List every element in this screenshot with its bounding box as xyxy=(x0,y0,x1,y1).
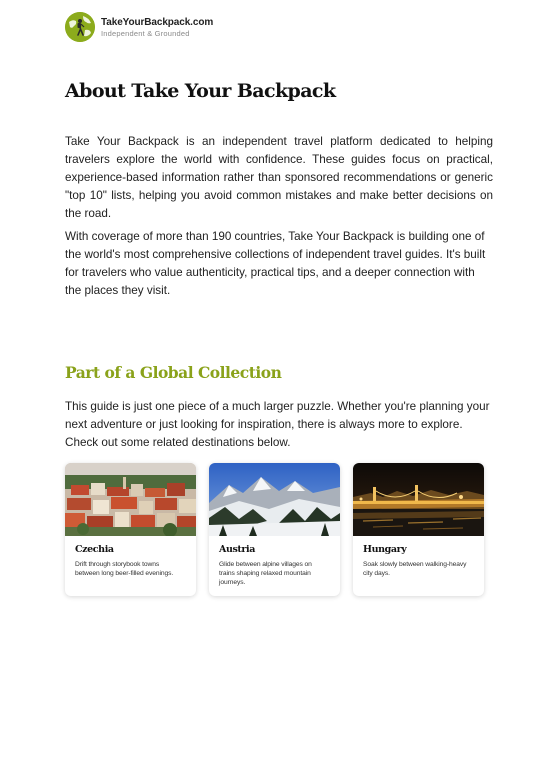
destination-card-hungary[interactable] xyxy=(353,463,484,596)
site-header xyxy=(65,12,213,42)
hungary-night-photo xyxy=(353,463,484,536)
austria-mountain-photo xyxy=(209,463,340,536)
collection-title: Part of a Global Collection xyxy=(65,363,282,382)
destination-description: Drift through storybook towns between long beer-filled evenings. xyxy=(75,561,174,577)
destination-card-czechia[interactable] xyxy=(65,463,196,596)
globe-hiker-icon[interactable] xyxy=(65,12,95,42)
destination-card-austria[interactable] xyxy=(209,463,340,596)
czechia-town-photo xyxy=(65,463,196,536)
collection-paragraph: This guide is just one piece of a much larger puzzle. Whether you're planning your next adventure or just looking for inspiration, there is always more to explore. Check out some related destinations below. xyxy=(65,400,490,449)
destination-description: Soak slowly between walking-heavy city days. xyxy=(363,561,467,577)
about-paragraph-2: With coverage of more than 190 countries, Take Your Backpack is building one of the world's most comprehensive collections of independent travel guides. It's built for travelers who value authenticity, practical tips, and a deeper connection with the places they visit. xyxy=(65,230,486,297)
brand-name[interactable]: TakeYourBackpack.com xyxy=(101,16,214,28)
destination-name: Czechia xyxy=(75,544,114,555)
destination-name: Hungary xyxy=(363,544,407,555)
about-title: About Take Your Backpack xyxy=(65,80,336,102)
brand-tagline: Independent & Grounded xyxy=(101,28,190,38)
destination-name: Austria xyxy=(219,544,255,555)
destination-description: Glide between alpine villages on trains shaping relaxed mountain journeys. xyxy=(219,561,312,586)
brand xyxy=(101,17,213,38)
about-paragraph-1: Take Your Backpack is an independent travel platform dedicated to helping travelers explore the world with confidence. These guides focus on practical, experience-based information rather than sponsored recommendations or generic "top 10" lists, helping you avoid common mistakes and make better decisions on the road. xyxy=(65,135,493,220)
